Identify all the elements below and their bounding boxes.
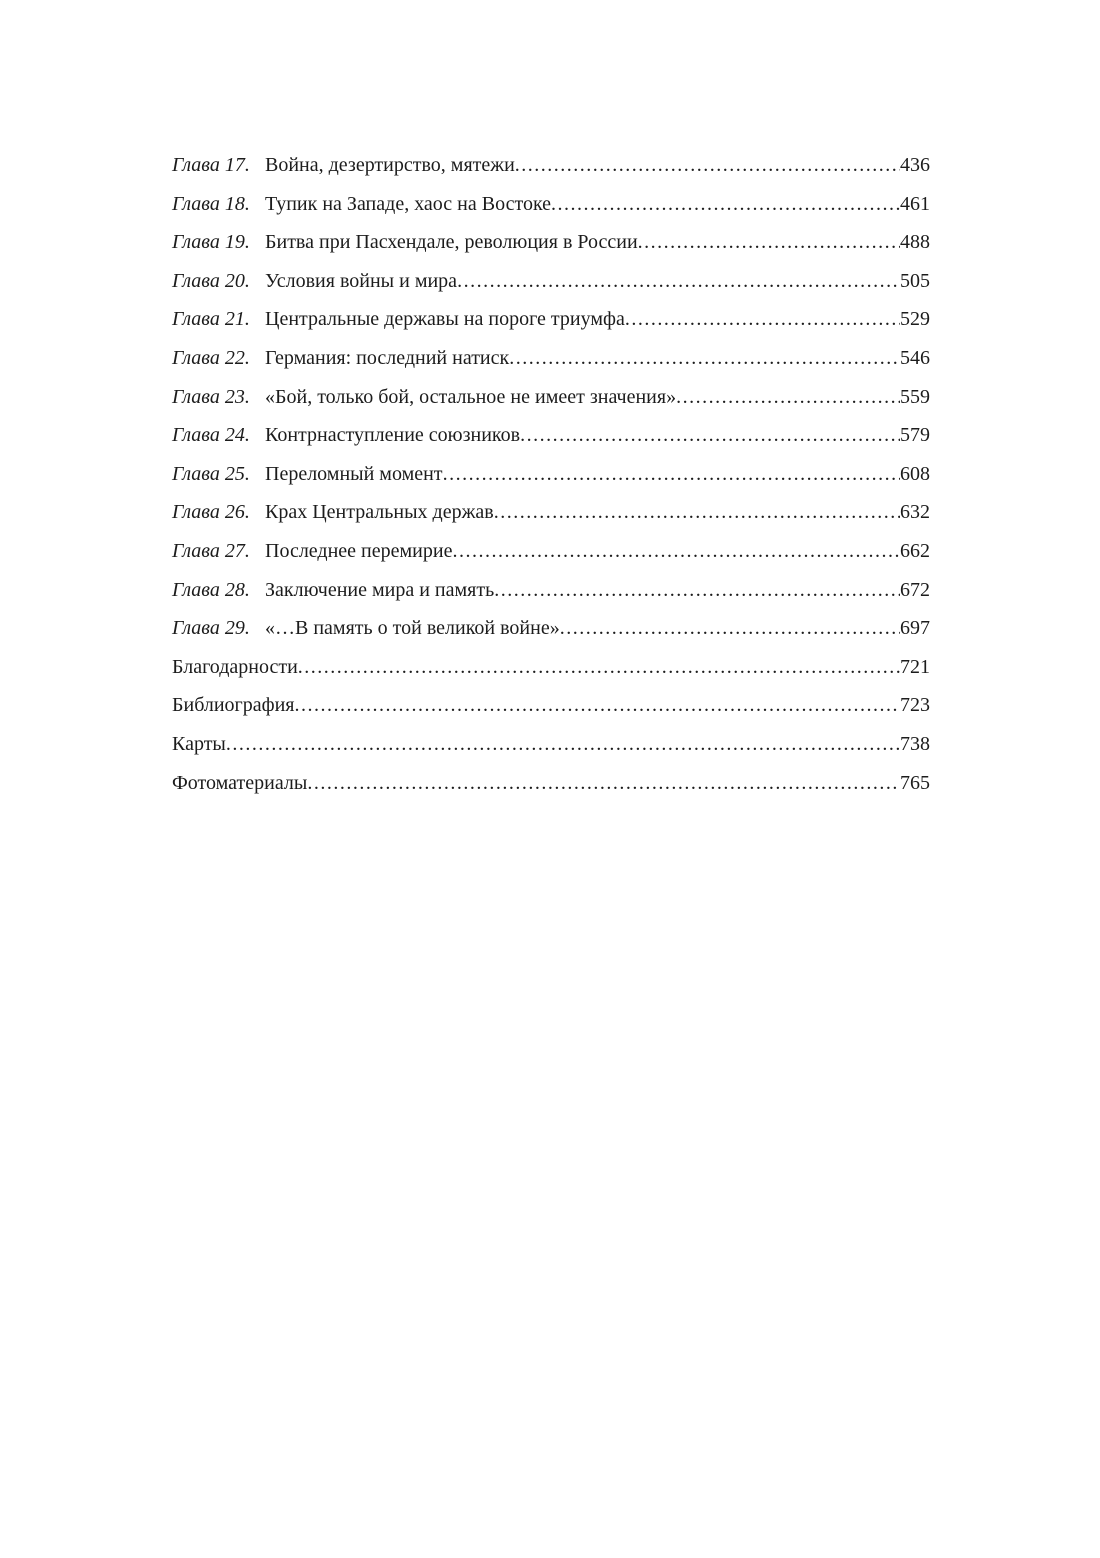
dot-leader (457, 262, 900, 301)
page-number: 765 (900, 771, 930, 794)
page-number: 662 (900, 539, 930, 562)
page-number: 488 (900, 231, 930, 254)
entry-title: Крах Центральных держав (265, 501, 494, 524)
chapter-label: Глава 27. (172, 539, 250, 562)
toc-entry (172, 300, 930, 339)
chapter-label: Глава 22. (172, 346, 250, 369)
toc-entry (172, 455, 930, 494)
page-number: 721 (900, 655, 930, 678)
page-number: 579 (900, 424, 930, 447)
toc-entry (172, 493, 930, 532)
chapter-label: Глава 24. (172, 424, 250, 447)
page-number: 436 (900, 154, 930, 176)
toc-entry (172, 185, 930, 224)
chapter-label: Глава 19. (172, 231, 250, 254)
entry-title: Фотоматериалы (172, 771, 308, 794)
toc-entry (172, 146, 930, 185)
dot-leader (515, 146, 900, 185)
dot-leader (295, 686, 901, 725)
dot-leader (551, 185, 900, 224)
toc-entry (172, 686, 930, 725)
entry-title: Война, дезертирство, мятежи (265, 154, 515, 176)
page-number: 559 (900, 385, 930, 408)
chapter-label: Глава 25. (172, 462, 250, 485)
page-number: 738 (900, 732, 930, 755)
dot-leader (226, 725, 900, 764)
entry-title: Карты (172, 732, 226, 755)
entry-title: Германия: последний натиск (265, 346, 510, 369)
page-number: 723 (900, 694, 930, 717)
entry-title: Последнее перемирие (265, 539, 453, 562)
toc-entry (172, 725, 930, 764)
chapter-label: Глава 18. (172, 192, 250, 215)
dot-leader (443, 455, 900, 494)
chapter-label: Глава 20. (172, 269, 250, 292)
dot-leader (494, 571, 900, 610)
chapter-label: Глава 17. (172, 154, 250, 176)
toc-entry (172, 764, 930, 803)
chapter-label: Глава 26. (172, 501, 250, 524)
dot-leader (625, 300, 900, 339)
entry-title: Заключение мира и память (265, 578, 495, 601)
entry-title: Условия войны и мира (265, 269, 458, 292)
chapter-label: Глава 21. (172, 308, 250, 331)
dot-leader (638, 223, 900, 262)
toc-entry (172, 378, 930, 417)
toc-entry (172, 262, 930, 301)
entry-title: Центральные державы на пороге триумфа (265, 308, 625, 331)
entry-title: «…В память о той великой войне» (265, 617, 560, 640)
dot-leader (676, 378, 900, 417)
toc-entry (172, 223, 930, 262)
entry-title: Битва при Пасхендале, революция в России (265, 231, 638, 254)
toc-entry (172, 571, 930, 610)
page-number: 461 (900, 192, 930, 215)
chapter-label: Глава 29. (172, 617, 250, 640)
toc-entry (172, 609, 930, 648)
entry-title: «Бой, только бой, остальное не имеет значения» (265, 385, 677, 408)
page-number: 632 (900, 501, 930, 524)
toc-entry (172, 416, 930, 455)
dot-leader (494, 493, 900, 532)
toc-list (172, 146, 930, 802)
dot-leader (560, 609, 900, 648)
dot-leader (520, 416, 900, 455)
dot-leader (452, 532, 900, 571)
toc-entry (172, 648, 930, 687)
page-number: 672 (900, 578, 930, 601)
toc-entry (172, 532, 930, 571)
page-number: 697 (900, 617, 930, 640)
entry-title: Контрнаступление союзников (265, 424, 521, 447)
toc-entry (172, 339, 930, 378)
dot-leader (509, 339, 900, 378)
entry-title: Переломный момент (265, 462, 443, 485)
dot-leader (307, 764, 900, 803)
entry-title: Библиография (172, 694, 295, 717)
dot-leader (298, 648, 900, 687)
page-number: 529 (900, 308, 930, 331)
entry-title: Тупик на Западе, хаос на Востоке (265, 192, 552, 215)
page-number: 505 (900, 269, 930, 292)
page-number: 608 (900, 462, 930, 485)
page-number: 546 (900, 346, 930, 369)
chapter-label: Глава 23. (172, 385, 250, 408)
entry-title: Благодарности (172, 655, 298, 678)
chapter-label: Глава 28. (172, 578, 250, 601)
